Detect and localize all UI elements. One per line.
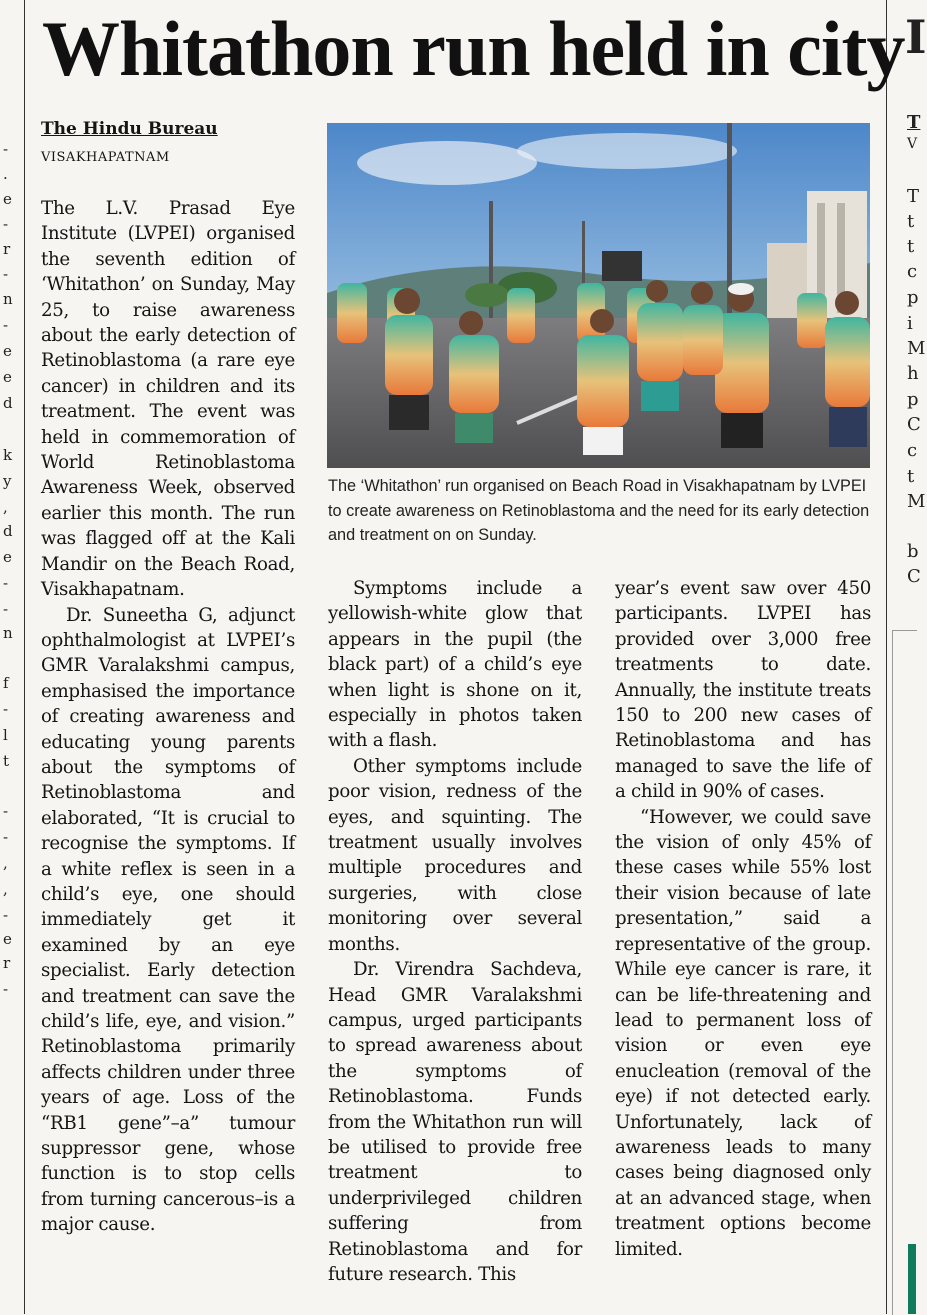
fragment: M	[907, 338, 926, 359]
paragraph: year’s event saw over 450 participants. LVPEI has provided over 3,000 free treatments to date. Annually, the institute treats 150 to 200 new cases of Retinoblastoma and has managed to save the life of a child in 90% of cases.	[615, 578, 871, 803]
fragment: r	[3, 240, 11, 258]
fragment: C	[907, 414, 921, 435]
fragment: e	[3, 368, 12, 386]
fragment: -	[3, 265, 9, 283]
photo-illustration	[327, 123, 870, 468]
fragment: c	[907, 440, 918, 461]
accent-bar	[908, 1244, 916, 1314]
fragment: -	[3, 828, 9, 846]
headline: Whitathon run held in city	[42, 5, 905, 92]
fragment: C	[907, 566, 921, 587]
fragment: p	[907, 287, 919, 308]
fragment: e	[3, 190, 12, 208]
adjacent-box	[892, 630, 917, 1315]
fragment: t	[907, 211, 915, 232]
fragment: -	[3, 980, 9, 998]
fragment: k	[3, 446, 13, 464]
fragment: e	[3, 930, 12, 948]
body-column-3	[615, 576, 871, 1262]
fragment: .	[3, 165, 8, 183]
fragment: b	[907, 541, 919, 562]
fragment: -	[3, 316, 9, 334]
paragraph: Dr. Suneetha G, adjunct ophthalmologist at LVPEI’s GMR Varalakshmi campus, emphasised the importance of creating awareness and educating young parents about the symptoms of Retinoblastoma and elaborated, “It is crucial to recognise the symptoms. If a white reflex is seen in a child’s eye, one should immediately get it examined by an eye specialist. Early detection and treatment can save the child’s life, eye, and vision.” Retinoblastoma primarily affects children under three years of age. Loss of the “RB1 gene”–a” tumour suppressor gene, whose function is to stop cells from turning cancerous–is a major cause.	[41, 604, 295, 1236]
paragraph: Symptoms include a yellowish-white glow that appears in the pupil (the black part) of a child’s eye when light is shone on it, especially in photos taken with a flash.	[328, 578, 582, 752]
fragment-headline: I	[905, 10, 927, 64]
article-photo	[327, 123, 870, 468]
fragment: ,	[3, 854, 8, 872]
body-column-2	[328, 576, 582, 1287]
photo-caption: The ‘Whitathon’ run organised on Beach Road in Visakhapatnam by LVPEI to create awareness on Retinoblastoma and the need for its early detection and treatment on on Sunday.	[328, 477, 870, 544]
fragment: e	[3, 342, 12, 360]
fragment: ,	[3, 498, 8, 516]
fragment: -	[3, 574, 9, 592]
dateline: VISAKHAPATNAM	[41, 150, 170, 165]
fragment: -	[3, 600, 9, 618]
fragment: -	[3, 906, 9, 924]
paragraph: Other symptoms include poor vision, redness of the eyes, and squinting. The treatment usually involves multiple procedures and surgeries, with close monitoring over several months.	[328, 755, 582, 955]
fragment: d	[3, 394, 13, 412]
fragment: n	[3, 624, 13, 642]
fragment: y	[3, 472, 12, 490]
fragment: t	[907, 236, 915, 257]
fragment: -	[3, 140, 9, 158]
fragment: ,	[3, 880, 8, 898]
fragment: V	[907, 136, 918, 152]
body-column-1	[41, 196, 295, 1238]
fragment: M	[907, 491, 926, 512]
fragment: i	[907, 313, 913, 334]
fragment: T	[907, 186, 920, 207]
fragment: d	[3, 522, 13, 540]
fragment: e	[3, 548, 12, 566]
fragment: -	[3, 215, 9, 233]
paragraph: “However, we could save the vision of only 45% of these cases while 55% lost their vision because of late presentation,” said a representative of the group. While eye cancer is rare, it can be life-threatening and lead to permanent loss of vision or even eye enucleation (removal of the eye) if not detected early. Unfortunately, lack of awareness leads to many cases being diagnosed only at an advanced stage, when treatment options become limited.	[615, 806, 871, 1260]
fragment: T	[907, 112, 921, 133]
fragment: f	[3, 674, 9, 692]
fragment: n	[3, 290, 13, 308]
fragment: l	[3, 726, 8, 744]
fragment: c	[907, 261, 918, 282]
byline: The Hindu Bureau	[41, 119, 218, 139]
fragment: p	[907, 389, 919, 410]
fragment: r	[3, 954, 11, 972]
fragment: -	[3, 802, 9, 820]
fragment: h	[907, 363, 919, 384]
paragraph: Dr. Virendra Sachdeva, Head GMR Varalakshmi campus, urged participants to spread awareness about the symptoms of Retinoblastoma. Funds from the Whitathon run will be utilised to provide free treatment to underprivileged children suffering from Retinoblastoma and for future research. This	[328, 959, 582, 1285]
fragment: t	[907, 466, 915, 487]
adjacent-article-left	[0, 0, 25, 1314]
paragraph: The L.V. Prasad Eye Institute (LVPEI) organised the seventh edition of ‘Whitathon’ on Sunday, May 25, to raise awareness about the early detection of Retinoblastoma (a rare eye cancer) in children and its treatment. The event was held in commemoration of World Retinoblastoma Awareness Week, observed earlier this month. The run was flagged off at the Kali Mandir on the Beach Road, Visakhapatnam.	[41, 198, 295, 601]
fragment: t	[3, 752, 10, 770]
fragment: -	[3, 700, 9, 718]
